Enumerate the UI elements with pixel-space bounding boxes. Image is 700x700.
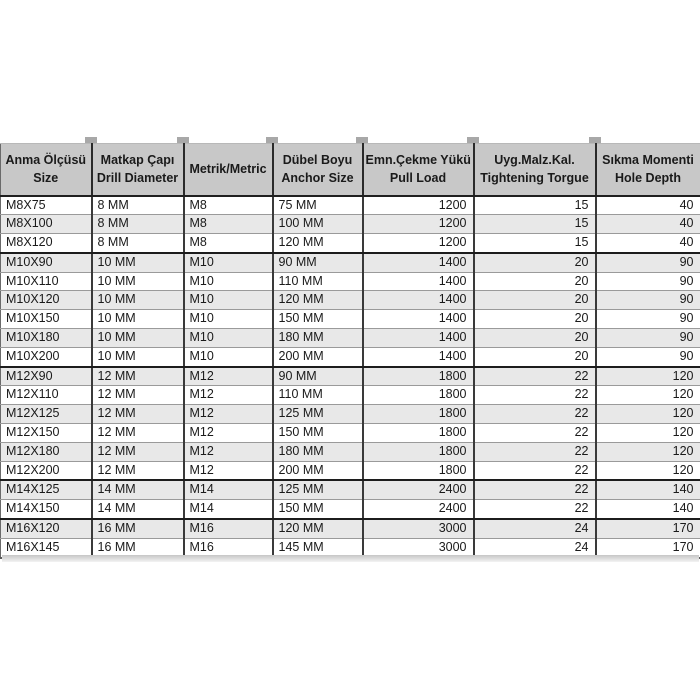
cell-drill-diameter: 8 MM xyxy=(92,196,184,215)
cell-anchor-size: 110 MM xyxy=(273,386,363,405)
cell-hole-depth: 120 xyxy=(596,442,700,461)
cell-size: M10X120 xyxy=(1,291,92,310)
cell-size: M10X150 xyxy=(1,310,92,329)
cell-size: M16X145 xyxy=(1,538,92,557)
cell-tightening-torgue: 20 xyxy=(474,253,596,272)
cell-size: M14X150 xyxy=(1,500,92,519)
cell-drill-diameter: 14 MM xyxy=(92,480,184,499)
table-body xyxy=(1,196,700,558)
cell-drill-diameter: 12 MM xyxy=(92,367,184,386)
cell-tightening-torgue: 22 xyxy=(474,386,596,405)
cell-size: M12X150 xyxy=(1,424,92,443)
cell-anchor-size: 150 MM xyxy=(273,500,363,519)
header-label-secondary: Hole Depth xyxy=(615,171,681,186)
cell-metric: M8 xyxy=(184,215,273,234)
column-header-anchor-size xyxy=(273,144,363,196)
cell-anchor-size: 150 MM xyxy=(273,310,363,329)
cell-size: M12X110 xyxy=(1,386,92,405)
cell-anchor-size: 90 MM xyxy=(273,367,363,386)
cell-tightening-torgue: 15 xyxy=(474,234,596,253)
cell-size: M10X110 xyxy=(1,272,92,291)
cell-pull-load: 3000 xyxy=(363,519,474,538)
column-header-drill-diameter xyxy=(92,144,184,196)
table-row-m10x110 xyxy=(1,272,700,291)
cell-hole-depth: 90 xyxy=(596,291,700,310)
cell-hole-depth: 120 xyxy=(596,405,700,424)
cell-pull-load: 1200 xyxy=(363,196,474,215)
cell-anchor-size: 125 MM xyxy=(273,405,363,424)
cell-drill-diameter: 8 MM xyxy=(92,215,184,234)
cell-metric: M12 xyxy=(184,386,273,405)
cell-metric: M8 xyxy=(184,234,273,253)
cell-anchor-size: 75 MM xyxy=(273,196,363,215)
cell-drill-diameter: 12 MM xyxy=(92,405,184,424)
cell-pull-load: 2400 xyxy=(363,480,474,499)
cell-tightening-torgue: 20 xyxy=(474,310,596,329)
cell-pull-load: 1800 xyxy=(363,367,474,386)
cell-metric: M16 xyxy=(184,538,273,557)
table-row-m10x200 xyxy=(1,347,700,366)
cell-drill-diameter: 14 MM xyxy=(92,500,184,519)
cell-hole-depth: 140 xyxy=(596,480,700,499)
header-label-primary: Anma Ölçüsü xyxy=(5,153,87,168)
cell-anchor-size: 100 MM xyxy=(273,215,363,234)
cell-hole-depth: 40 xyxy=(596,196,700,215)
cell-metric: M10 xyxy=(184,347,273,366)
cell-hole-depth: 90 xyxy=(596,310,700,329)
cell-drill-diameter: 10 MM xyxy=(92,272,184,291)
cell-metric: M14 xyxy=(184,500,273,519)
table-row-m8x100 xyxy=(1,215,700,234)
cell-drill-diameter: 12 MM xyxy=(92,442,184,461)
cell-pull-load: 1400 xyxy=(363,310,474,329)
column-header-hole-depth xyxy=(596,144,700,196)
cell-size: M16X120 xyxy=(1,519,92,538)
cell-tightening-torgue: 22 xyxy=(474,424,596,443)
cell-anchor-size: 125 MM xyxy=(273,480,363,499)
cell-hole-depth: 90 xyxy=(596,272,700,291)
cell-metric: M10 xyxy=(184,291,273,310)
table-row-m12x180 xyxy=(1,442,700,461)
cell-anchor-size: 120 MM xyxy=(273,519,363,538)
cell-anchor-size: 145 MM xyxy=(273,538,363,557)
header-label-secondary: Drill Diameter xyxy=(96,171,179,186)
cell-size: M8X100 xyxy=(1,215,92,234)
cell-tightening-torgue: 15 xyxy=(474,215,596,234)
column-header-pull-load xyxy=(363,144,474,196)
anchor-spec-table xyxy=(0,143,700,559)
cell-anchor-size: 180 MM xyxy=(273,442,363,461)
cell-hole-depth: 120 xyxy=(596,424,700,443)
table-header xyxy=(1,144,700,196)
table-bottom-shadow xyxy=(2,555,699,562)
cell-metric: M10 xyxy=(184,329,273,348)
cell-pull-load: 1800 xyxy=(363,461,474,480)
cell-metric: M12 xyxy=(184,461,273,480)
cell-size: M12X90 xyxy=(1,367,92,386)
cell-size: M10X180 xyxy=(1,329,92,348)
cell-size: M10X200 xyxy=(1,347,92,366)
cell-drill-diameter: 16 MM xyxy=(92,519,184,538)
cell-size: M12X180 xyxy=(1,442,92,461)
header-label-secondary: Pull Load xyxy=(389,171,447,186)
table-row-m12x200 xyxy=(1,461,700,480)
cell-metric: M12 xyxy=(184,424,273,443)
header-label-primary: Uyg.Malz.Kal. xyxy=(494,153,575,168)
cell-hole-depth: 120 xyxy=(596,461,700,480)
cell-tightening-torgue: 15 xyxy=(474,196,596,215)
cell-metric: M16 xyxy=(184,519,273,538)
cell-hole-depth: 40 xyxy=(596,215,700,234)
cell-pull-load: 1800 xyxy=(363,405,474,424)
header-label-secondary: Tightening Torgue xyxy=(480,171,589,186)
cell-metric: M10 xyxy=(184,272,273,291)
cell-anchor-size: 200 MM xyxy=(273,461,363,480)
cell-tightening-torgue: 22 xyxy=(474,500,596,519)
cell-drill-diameter: 12 MM xyxy=(92,461,184,480)
table-row-m10x90 xyxy=(1,253,700,272)
header-label-primary: Metrik/Metric xyxy=(189,162,267,177)
cell-hole-depth: 40 xyxy=(596,234,700,253)
table-row-m12x150 xyxy=(1,424,700,443)
cell-pull-load: 1400 xyxy=(363,329,474,348)
cell-anchor-size: 120 MM xyxy=(273,234,363,253)
header-label-secondary: Anchor Size xyxy=(281,171,354,186)
cell-tightening-torgue: 20 xyxy=(474,291,596,310)
cell-pull-load: 1800 xyxy=(363,386,474,405)
cell-size: M14X125 xyxy=(1,480,92,499)
cell-pull-load: 1400 xyxy=(363,272,474,291)
cell-hole-depth: 90 xyxy=(596,253,700,272)
table-row-m12x125 xyxy=(1,405,700,424)
cell-size: M8X120 xyxy=(1,234,92,253)
cell-anchor-size: 120 MM xyxy=(273,291,363,310)
column-header-size xyxy=(1,144,92,196)
cell-tightening-torgue: 20 xyxy=(474,329,596,348)
cell-drill-diameter: 8 MM xyxy=(92,234,184,253)
header-label-secondary: Size xyxy=(33,171,59,186)
cell-hole-depth: 90 xyxy=(596,347,700,366)
cell-drill-diameter: 12 MM xyxy=(92,424,184,443)
cell-size: M8X75 xyxy=(1,196,92,215)
table-row-m10x180 xyxy=(1,329,700,348)
cell-hole-depth: 170 xyxy=(596,519,700,538)
cell-tightening-torgue: 24 xyxy=(474,519,596,538)
cell-pull-load: 1400 xyxy=(363,291,474,310)
header-label-primary: Sıkma Momenti xyxy=(602,153,694,168)
cell-hole-depth: 170 xyxy=(596,538,700,557)
cell-metric: M12 xyxy=(184,405,273,424)
cell-size: M10X90 xyxy=(1,253,92,272)
cell-pull-load: 3000 xyxy=(363,538,474,557)
cell-hole-depth: 140 xyxy=(596,500,700,519)
cell-pull-load: 2400 xyxy=(363,500,474,519)
cell-metric: M10 xyxy=(184,253,273,272)
cell-metric: M12 xyxy=(184,442,273,461)
cell-drill-diameter: 16 MM xyxy=(92,538,184,557)
cell-hole-depth: 120 xyxy=(596,367,700,386)
header-row xyxy=(1,144,700,196)
cell-tightening-torgue: 22 xyxy=(474,480,596,499)
table-row-m10x150 xyxy=(1,310,700,329)
cell-tightening-torgue: 22 xyxy=(474,367,596,386)
cell-tightening-torgue: 24 xyxy=(474,538,596,557)
table-row-m12x110 xyxy=(1,386,700,405)
table-row-m14x125 xyxy=(1,480,700,499)
cell-hole-depth: 90 xyxy=(596,329,700,348)
table-row-m8x75 xyxy=(1,196,700,215)
column-header-tightening-torgue xyxy=(474,144,596,196)
header-label-primary: Matkap Çapı xyxy=(100,153,175,168)
cell-pull-load: 1800 xyxy=(363,442,474,461)
cell-drill-diameter: 10 MM xyxy=(92,291,184,310)
cell-drill-diameter: 10 MM xyxy=(92,253,184,272)
header-label-primary: Dübel Boyu xyxy=(282,153,353,168)
cell-drill-diameter: 10 MM xyxy=(92,329,184,348)
cell-drill-diameter: 10 MM xyxy=(92,310,184,329)
cell-pull-load: 1200 xyxy=(363,215,474,234)
cell-pull-load: 1400 xyxy=(363,347,474,366)
cell-size: M12X125 xyxy=(1,405,92,424)
cell-metric: M8 xyxy=(184,196,273,215)
column-header-metric xyxy=(184,144,273,196)
cell-drill-diameter: 10 MM xyxy=(92,347,184,366)
header-label-primary: Emn.Çekme Yükü xyxy=(365,153,471,168)
cell-tightening-torgue: 22 xyxy=(474,461,596,480)
cell-anchor-size: 90 MM xyxy=(273,253,363,272)
cell-anchor-size: 200 MM xyxy=(273,347,363,366)
cell-anchor-size: 150 MM xyxy=(273,424,363,443)
cell-hole-depth: 120 xyxy=(596,386,700,405)
cell-anchor-size: 110 MM xyxy=(273,272,363,291)
cell-tightening-torgue: 22 xyxy=(474,442,596,461)
table-row-m12x90 xyxy=(1,367,700,386)
table-row-m16x120 xyxy=(1,519,700,538)
cell-tightening-torgue: 20 xyxy=(474,272,596,291)
cell-drill-diameter: 12 MM xyxy=(92,386,184,405)
table-row-m8x120 xyxy=(1,234,700,253)
table-row-m10x120 xyxy=(1,291,700,310)
cell-anchor-size: 180 MM xyxy=(273,329,363,348)
cell-metric: M14 xyxy=(184,480,273,499)
cell-metric: M10 xyxy=(184,310,273,329)
cell-tightening-torgue: 20 xyxy=(474,347,596,366)
table-row-m14x150 xyxy=(1,500,700,519)
cell-pull-load: 1400 xyxy=(363,253,474,272)
cell-tightening-torgue: 22 xyxy=(474,405,596,424)
cell-pull-load: 1200 xyxy=(363,234,474,253)
cell-size: M12X200 xyxy=(1,461,92,480)
cell-pull-load: 1800 xyxy=(363,424,474,443)
cell-metric: M12 xyxy=(184,367,273,386)
